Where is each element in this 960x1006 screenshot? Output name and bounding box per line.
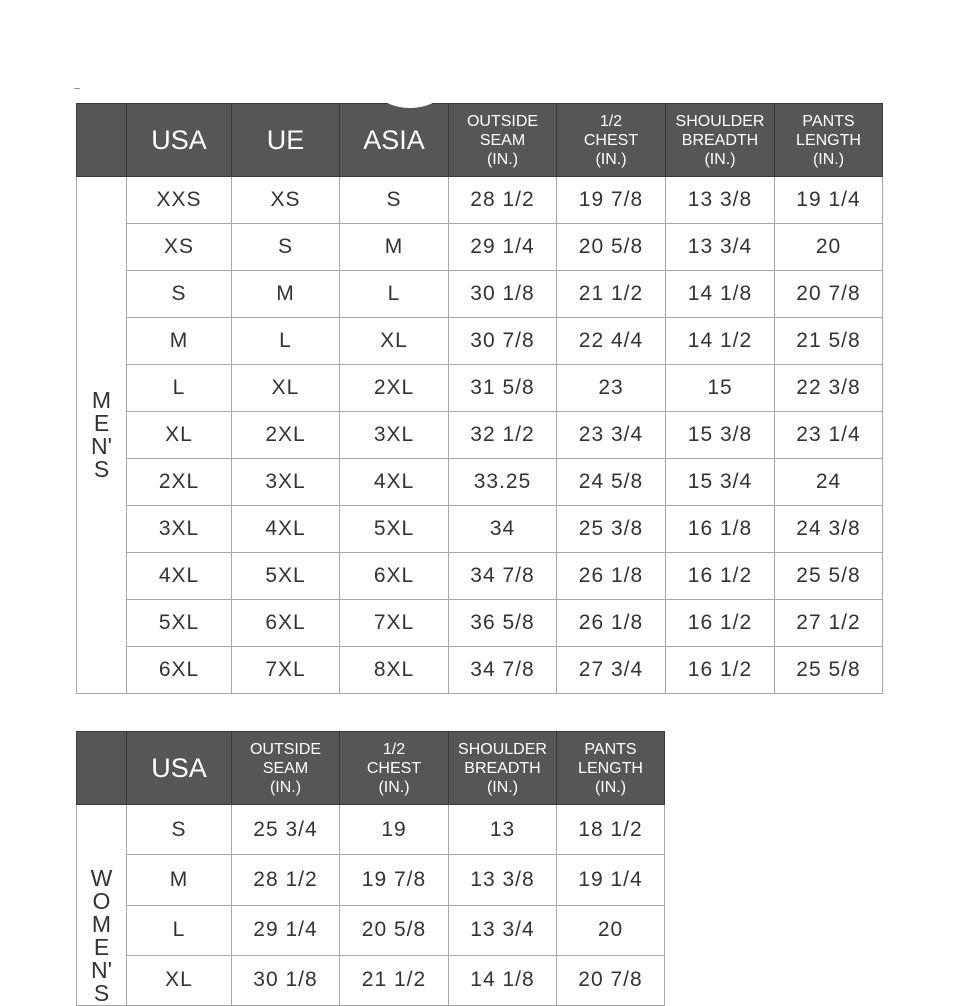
table-row [77,177,883,224]
table-cell: 24 5/8 [557,459,666,506]
table-cell: 16 1/2 [666,600,775,647]
header-row [77,732,665,805]
table-cell: L [127,905,232,955]
column-header: 1/2 CHEST (IN.) [557,104,666,177]
table-cell: 13 3/8 [666,177,775,224]
table-cell: 6XL [127,647,232,694]
table-cell: 20 7/8 [775,271,883,318]
column-header: 1/2 CHEST (IN.) [340,732,449,805]
column-header: SHOULDER BREADTH (IN.) [666,104,775,177]
table-cell: S [127,271,232,318]
column-header: USA [127,104,232,177]
table-cell: S [127,805,232,855]
table-cell: 34 [449,506,557,553]
table-cell: XL [127,412,232,459]
table-cell: 25 3/8 [557,506,666,553]
table-cell: 26 1/8 [557,600,666,647]
table-cell: 32 1/2 [449,412,557,459]
column-header: USA [127,732,232,805]
table-cell: XS [232,177,340,224]
table-cell: 21 5/8 [775,318,883,365]
table-cell: 3XL [340,412,449,459]
table-cell: 13 [449,805,557,855]
column-header: ASIA [340,104,449,177]
column-header: PANTS LENGTH (IN.) [557,732,665,805]
table-cell: 5XL [232,553,340,600]
table-cell: XL [340,318,449,365]
table-row [77,412,883,459]
table-cell: 28 1/2 [449,177,557,224]
table-cell: 4XL [340,459,449,506]
table-cell: 27 1/2 [775,600,883,647]
table-cell: 15 3/8 [666,412,775,459]
table-cell: 25 3/4 [232,805,340,855]
table-cell: 30 1/8 [449,271,557,318]
table-cell: 2XL [340,365,449,412]
table-row [77,600,883,647]
table-cell: 2XL [232,412,340,459]
table-cell: S [232,224,340,271]
table-cell: 18 1/2 [557,805,665,855]
table-cell: 15 [666,365,775,412]
table-cell: 19 7/8 [557,177,666,224]
table-cell: 22 3/8 [775,365,883,412]
table-row [77,905,665,955]
table-cell: 31 5/8 [449,365,557,412]
table-cell: 34 7/8 [449,553,557,600]
stray-mark [74,88,80,89]
table-cell: 20 [557,905,665,955]
table-cell: 14 1/2 [666,318,775,365]
table-row [77,553,883,600]
table-cell: 16 1/8 [666,506,775,553]
column-header: SHOULDER BREADTH (IN.) [449,732,557,805]
table-cell: 25 5/8 [775,647,883,694]
table-cell: 22 4/4 [557,318,666,365]
table-row [77,318,883,365]
table-cell: 23 [557,365,666,412]
table-row [77,365,883,412]
table-row [77,855,665,905]
table-cell: 7XL [232,647,340,694]
table-cell: 5XL [340,506,449,553]
table-cell: 25 5/8 [775,553,883,600]
column-header: PANTS LENGTH (IN.) [775,104,883,177]
table-cell: XS [127,224,232,271]
table-cell: 19 [340,805,449,855]
table-cell: 15 3/4 [666,459,775,506]
mens-size-table [76,103,883,694]
table-cell: 26 1/8 [557,553,666,600]
table-cell: M [127,318,232,365]
table-cell: 13 3/8 [449,855,557,905]
section-label-cell [77,805,127,1006]
table-cell: 14 1/8 [449,955,557,1005]
table-cell: XXS [127,177,232,224]
table-cell: 19 1/4 [775,177,883,224]
table-cell: 2XL [127,459,232,506]
table-cell: 8XL [340,647,449,694]
table-row [77,224,883,271]
table-cell: 24 3/8 [775,506,883,553]
table-cell: 19 1/4 [557,855,665,905]
table-cell: M [127,855,232,905]
table-cell: 5XL [127,600,232,647]
table-cell: 23 1/4 [775,412,883,459]
section-label: MEN'S [90,387,112,482]
table-cell: 21 1/2 [557,271,666,318]
table-cell: 3XL [127,506,232,553]
table-cell: 13 3/4 [449,905,557,955]
table-cell: M [340,224,449,271]
table-cell: 7XL [340,600,449,647]
womens-size-table [76,731,665,1006]
table-cell: 33.25 [449,459,557,506]
table-cell: 36 5/8 [449,600,557,647]
table-cell: 30 7/8 [449,318,557,365]
column-header: UE [232,104,340,177]
table-cell: M [232,271,340,318]
table-cell: 29 1/4 [449,224,557,271]
table-row [77,955,665,1005]
table-row [77,647,883,694]
table-cell: 20 5/8 [557,224,666,271]
table-cell: L [232,318,340,365]
table-cell: 34 7/8 [449,647,557,694]
table-cell: 19 7/8 [340,855,449,905]
header-corner [77,104,127,177]
header-row [77,104,883,177]
table-row [77,805,665,855]
table-cell: 16 1/2 [666,553,775,600]
table-cell: 21 1/2 [340,955,449,1005]
table-row [77,506,883,553]
table-cell: 13 3/4 [666,224,775,271]
table-cell: 4XL [232,506,340,553]
table-cell: XL [232,365,340,412]
table-cell: S [340,177,449,224]
table-cell: 16 1/2 [666,647,775,694]
table-cell: XL [127,955,232,1005]
table-cell: 24 [775,459,883,506]
table-cell: 27 3/4 [557,647,666,694]
table-cell: 29 1/4 [232,905,340,955]
table-cell: 30 1/8 [232,955,340,1005]
table-cell: 14 1/8 [666,271,775,318]
table-row [77,271,883,318]
table-cell: 20 5/8 [340,905,449,955]
table-cell: 23 3/4 [557,412,666,459]
table-row [77,459,883,506]
section-label: WOMEN'S [90,865,113,1006]
table-cell: 20 [775,224,883,271]
table-cell: 4XL [127,553,232,600]
table-cell: L [127,365,232,412]
table-cell: 3XL [232,459,340,506]
header-corner [77,732,127,805]
table-cell: 28 1/2 [232,855,340,905]
column-header: OUTSIDE SEAM (IN.) [449,104,557,177]
table-cell: 6XL [340,553,449,600]
table-cell: 6XL [232,600,340,647]
table-cell: 20 7/8 [557,955,665,1005]
section-label-cell [77,177,127,694]
column-header: OUTSIDE SEAM (IN.) [232,732,340,805]
table-cell: L [340,271,449,318]
